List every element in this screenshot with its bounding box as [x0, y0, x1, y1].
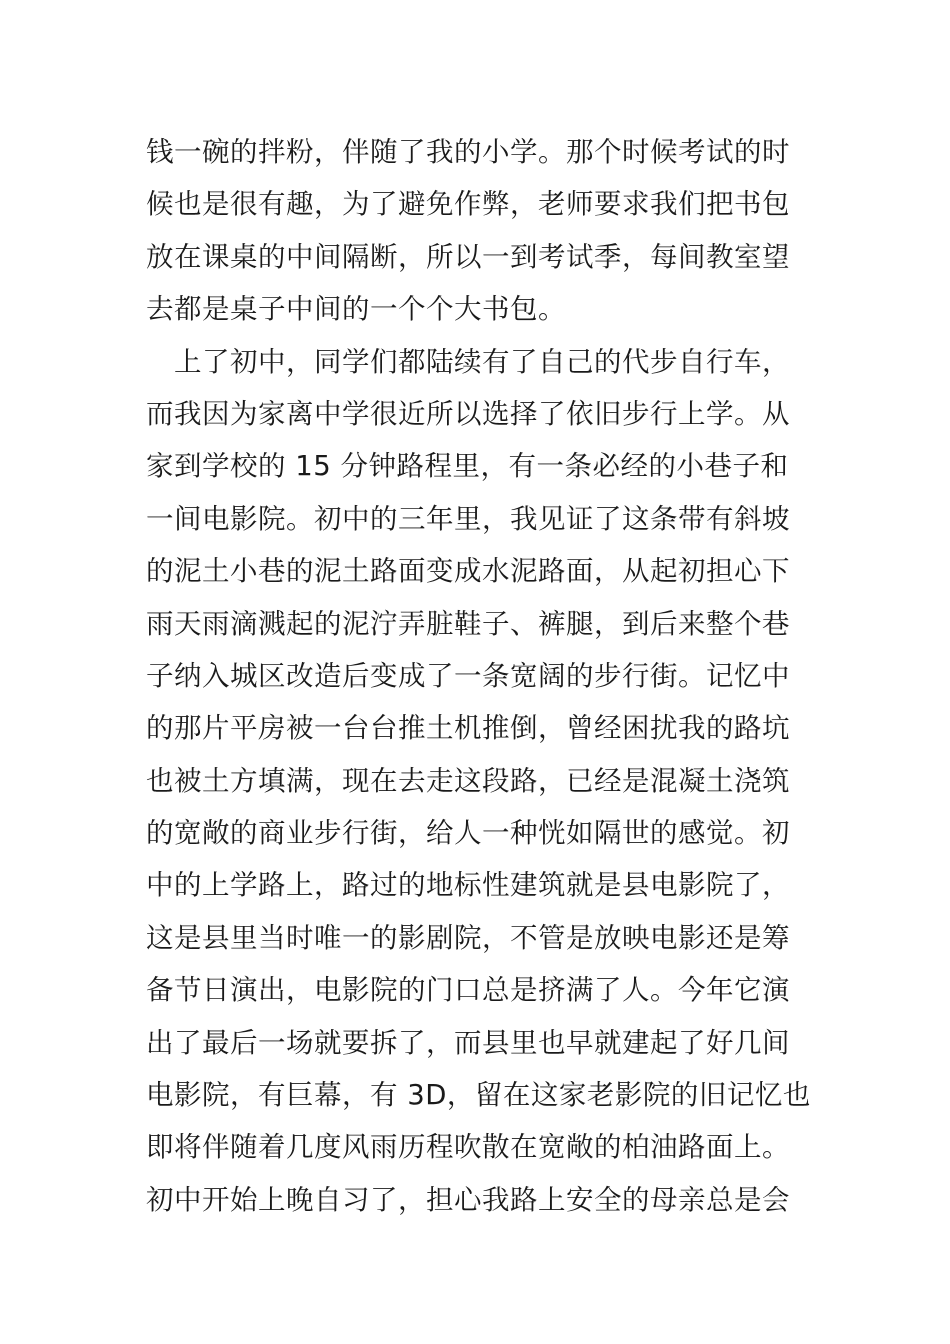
text-line: 子纳入城区改造后变成了一条宽阔的步行街。记忆中 — [146, 659, 790, 692]
text-line: 出了最后一场就要拆了，而县里也早就建起了好几间 — [146, 1026, 790, 1059]
text-line: 电影院，有巨幕，有 3D，留在这家老影院的旧记忆也 — [146, 1079, 811, 1112]
text-line: 的那片平房被一台台推土机推倒，曾经困扰我的路坑 — [146, 712, 790, 745]
body-text — [146, 126, 816, 1226]
text-line: 中的上学路上，路过的地标性建筑就是县电影院了， — [146, 869, 790, 902]
text-line: 去都是桌子中间的一个个大书包。 — [146, 293, 566, 326]
text-line: 的泥土小巷的泥土路面变成水泥路面，从起初担心下 — [146, 555, 790, 588]
text-line: 一间电影院。初中的三年里，我见证了这条带有斜坡 — [146, 502, 790, 535]
text-line: 备节日演出，电影院的门口总是挤满了人。今年它演 — [146, 974, 790, 1007]
text-line: 钱一碗的拌粉，伴随了我的小学。那个时候考试的时 — [146, 136, 790, 168]
text-line: 也被土方填满，现在去走这段路，已经是混凝土浇筑 — [146, 764, 790, 797]
text-line: 的宽敞的商业步行街，给人一种恍如隔世的感觉。初 — [146, 817, 790, 850]
text-line: 而我因为家离中学很近所以选择了依旧步行上学。从 — [146, 397, 790, 430]
text-line: 这是县里当时唯一的影剧院，不管是放映电影还是筹 — [146, 921, 790, 954]
text-line: 即将伴随着几度风雨历程吹散在宽敞的柏油路面上。 — [146, 1131, 790, 1164]
text-line: 上了初中，同学们都陆续有了自己的代步自行车， — [146, 345, 790, 378]
text-line: 雨天雨滴溅起的泥泞弄脏鞋子、裤腿，到后来整个巷 — [146, 607, 790, 640]
text-line: 家到学校的 15 分钟路程里，有一条必经的小巷子和 — [146, 450, 789, 483]
text-line: 候也是很有趣，为了避免作弊，老师要求我们把书包 — [146, 188, 790, 221]
text-line: 放在课桌的中间隔断，所以一到考试季，每间教室望 — [146, 240, 790, 273]
text-line: 初中开始上晚自习了，担心我路上安全的母亲总是会 — [146, 1183, 790, 1216]
